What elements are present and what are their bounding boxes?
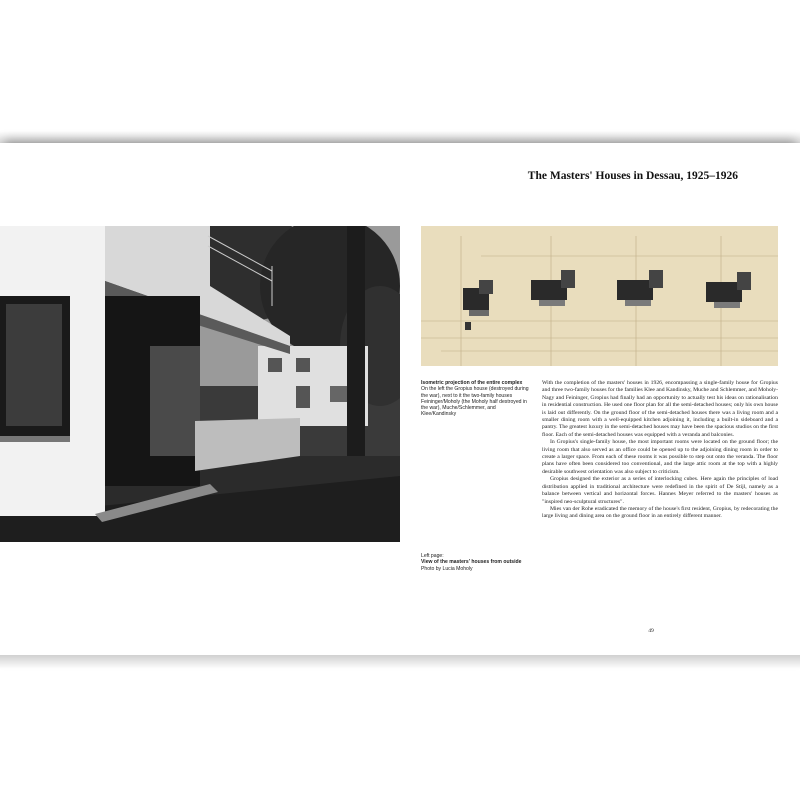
photo-caption [421, 553, 531, 572]
photo-caption-credit: Photo by Lucia Moholy [421, 565, 473, 572]
page-title: The Masters' Houses in Dessau, 1925–1926 [527, 170, 738, 182]
body-paragraph: In Gropius's single-family house, the most important rooms were located on the ground floor; the living room that also served as an office could be opened up to the adjoining dining room in order to create a larger space. From each of these rooms it was possible to step out onto the veranda. The floor plans have often been considered too conventional, and the large attic room at the top with a highly desirable southwest orientation was also subject to criticism. [542, 439, 778, 475]
photo-caption-label: Left page: [421, 553, 444, 559]
page-number: 49 [648, 628, 654, 634]
body-paragraph: Mies van der Rohe eradicated the memory of the house's first resident, Gropius, by redecorating the large living and dining area on the ground floor in an entirely different manner. [542, 505, 778, 520]
figure-caption-heading: Isometric projection of the entire complex [421, 380, 523, 386]
isometric-projection-drawing [421, 226, 778, 366]
body-paragraph: Gropius designed the exterior as a series of interlocking cubes. Here again the principles of load distribution applied in traditional architecture were redefined in the spirit of De Stijl, namely as a balance between vertical and horizontal forces. Hannes Meyer referred to the masters' houses as "inspired neo-sculptural structures". [542, 476, 778, 505]
masters-houses-photo [0, 226, 400, 542]
photo-caption-heading: View of the masters' houses from outside [421, 559, 522, 566]
body-text [542, 380, 778, 521]
figure-caption [421, 380, 531, 418]
page-edge-bottom [0, 655, 800, 669]
figure-caption-text: On the left the Gropius house (destroyed during the war), next to it the two-family houses Feininger/Moholy (the Moholy half destroyed in the war), Muche/Schlemmer, and Klee/Kandinsky [421, 386, 529, 418]
body-paragraph: With the completion of the masters' houses in 1926, encompassing a single-family house for Gropius and three two-family houses for the families Klee and Kandinsky, Muche and Schlemmer, and Moholy-Nagy and Feininger, Gropius had finally had an opportunity to actually test his ideas on rationalisation in residential construction. He used one floor plan for all the semi-detached houses; only his own house is laid out differently. On the ground floor of the semi-detached houses there was a living room and a smaller dining room with a well-equipped kitchen adjoining it, including a built-in sideboard and a pantry. The greatest luxury in the semi-detached houses may have been the spacious studios on the first floor. Each of the semi-detached houses was equipped with a veranda and balconies. [542, 380, 779, 438]
